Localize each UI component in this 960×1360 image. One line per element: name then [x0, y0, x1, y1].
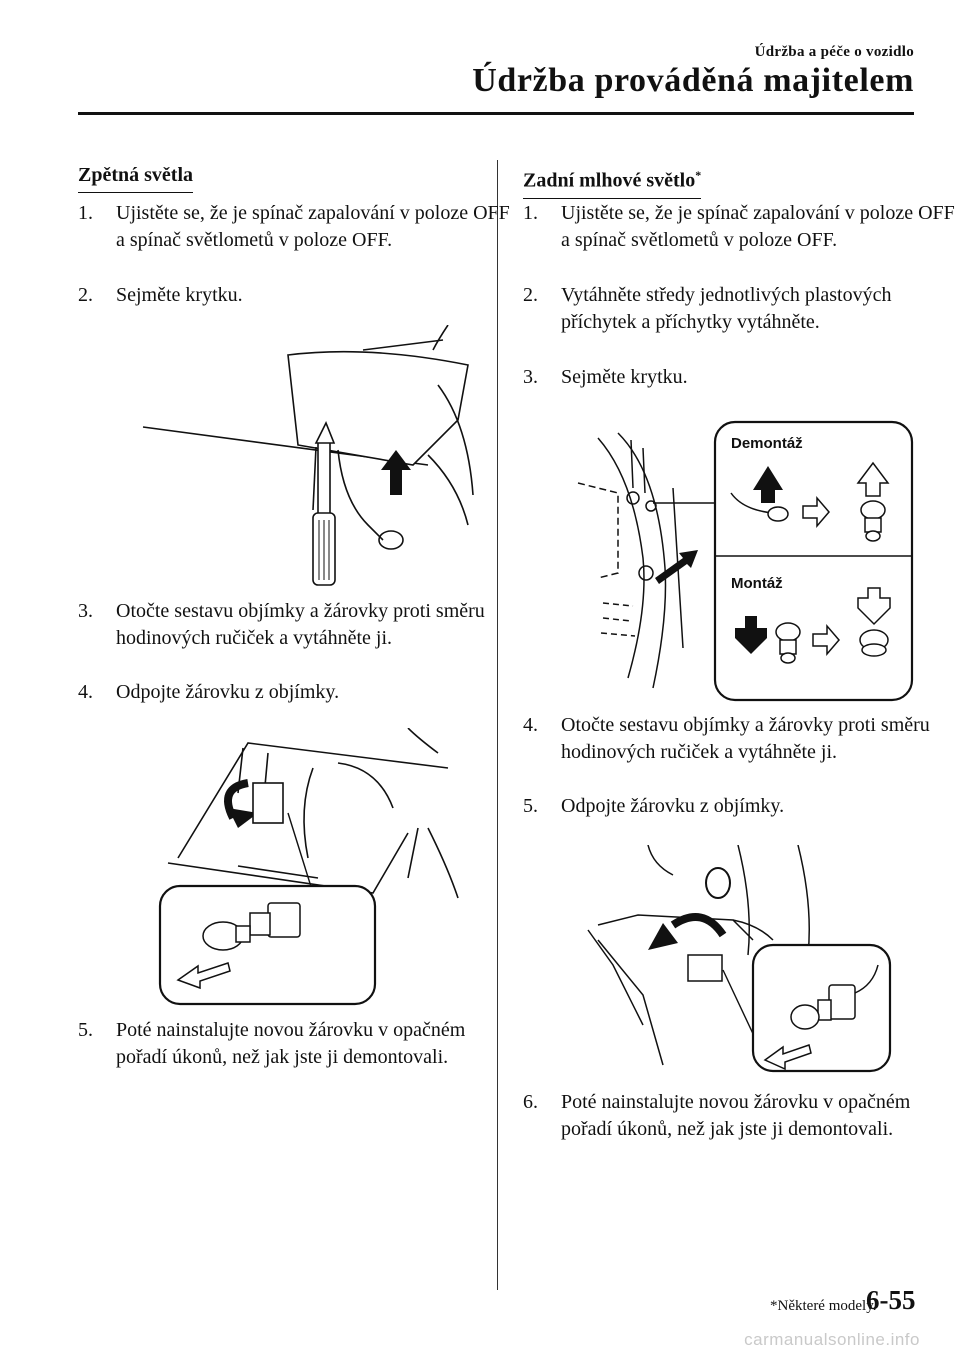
clip-illustration	[573, 418, 918, 703]
left-step-3	[78, 598, 516, 652]
step-number: 2.	[523, 284, 538, 306]
step-text: Ujistěte se, že je spínač zapalování v poloze OFF a spínač světlometů v poloze OFF.	[116, 202, 510, 251]
step-number: 5.	[78, 1019, 93, 1041]
step-text: Otočte sestavu objímky a žárovky proti směru hodinových ručiček a vytáhněte ji.	[116, 600, 485, 649]
right-step-5	[523, 793, 960, 820]
fog-bulb-illustration	[583, 845, 893, 1075]
socket-icon	[253, 783, 283, 823]
footnote: *Některé modely.	[770, 1298, 877, 1314]
socket-rotate-arrow-icon-2	[648, 917, 723, 950]
step-number: 5.	[523, 795, 538, 817]
step-text: Odpojte žárovku z objímky.	[116, 681, 340, 703]
right-step-4	[523, 712, 960, 766]
header-subtitle: Údržba a péče o vozidlo	[754, 44, 914, 60]
detail-inset	[160, 886, 375, 1004]
step-number: 2.	[78, 284, 93, 306]
watermark: carmanualsonline.info	[744, 1330, 920, 1349]
step-number: 6.	[523, 1091, 538, 1113]
right-step-6	[523, 1089, 960, 1143]
step-text: Poté nainstalujte novou žárovku v opačném pořadí úkonů, než jak jste ji demontovali.	[561, 1091, 911, 1140]
bulb-removal-illustration	[138, 728, 478, 1008]
step-text: Sejměte krytku.	[116, 284, 243, 306]
header-rule	[78, 112, 914, 115]
header-title: Údržba prováděná majitelem	[472, 62, 914, 99]
step-number: 4.	[78, 681, 93, 703]
label-removal: Demontáž	[731, 435, 803, 452]
label-install: Montáž	[731, 575, 783, 592]
left-step-5	[78, 1017, 516, 1071]
left-step-2	[78, 282, 516, 309]
right-section-title-text: Zadní mlhové světlo	[523, 169, 696, 192]
step-number: 4.	[523, 714, 538, 736]
cover-removal-illustration	[138, 325, 478, 590]
step-text: Ujistěte se, že je spínač zapalování v poloze OFF a spínač světlometů v poloze OFF.	[561, 202, 955, 251]
step-number: 3.	[523, 366, 538, 388]
right-section-title	[523, 162, 701, 199]
page-number: 6-55	[866, 1285, 916, 1315]
step-number: 1.	[78, 202, 93, 224]
clip-installed-icon	[860, 630, 888, 656]
step-text: Otočte sestavu objímky a žárovky proti směru hodinových ručiček a vytáhněte ji.	[561, 714, 930, 763]
step-text: Poté nainstalujte novou žárovku v opačném pořadí úkonů, než jak jste ji demontovali.	[116, 1019, 466, 1068]
column-divider	[497, 160, 498, 1290]
step-text: Vytáhněte středy jednotlivých plastových příchytek a příchytky vytáhněte.	[561, 284, 892, 333]
fog-socket-icon	[688, 955, 722, 981]
left-step-4	[78, 679, 516, 706]
step-text: Sejměte krytku.	[561, 366, 688, 388]
step-number: 3.	[78, 600, 93, 622]
left-section-title: Zpětná světla	[78, 162, 193, 193]
step-number: 1.	[523, 202, 538, 224]
right-step-2	[523, 282, 960, 336]
right-step-1	[523, 200, 960, 254]
right-step-3	[523, 364, 960, 391]
step-text: Odpojte žárovku z objímky.	[561, 795, 785, 817]
optional-mark: *	[695, 168, 702, 182]
left-step-1	[78, 200, 516, 254]
